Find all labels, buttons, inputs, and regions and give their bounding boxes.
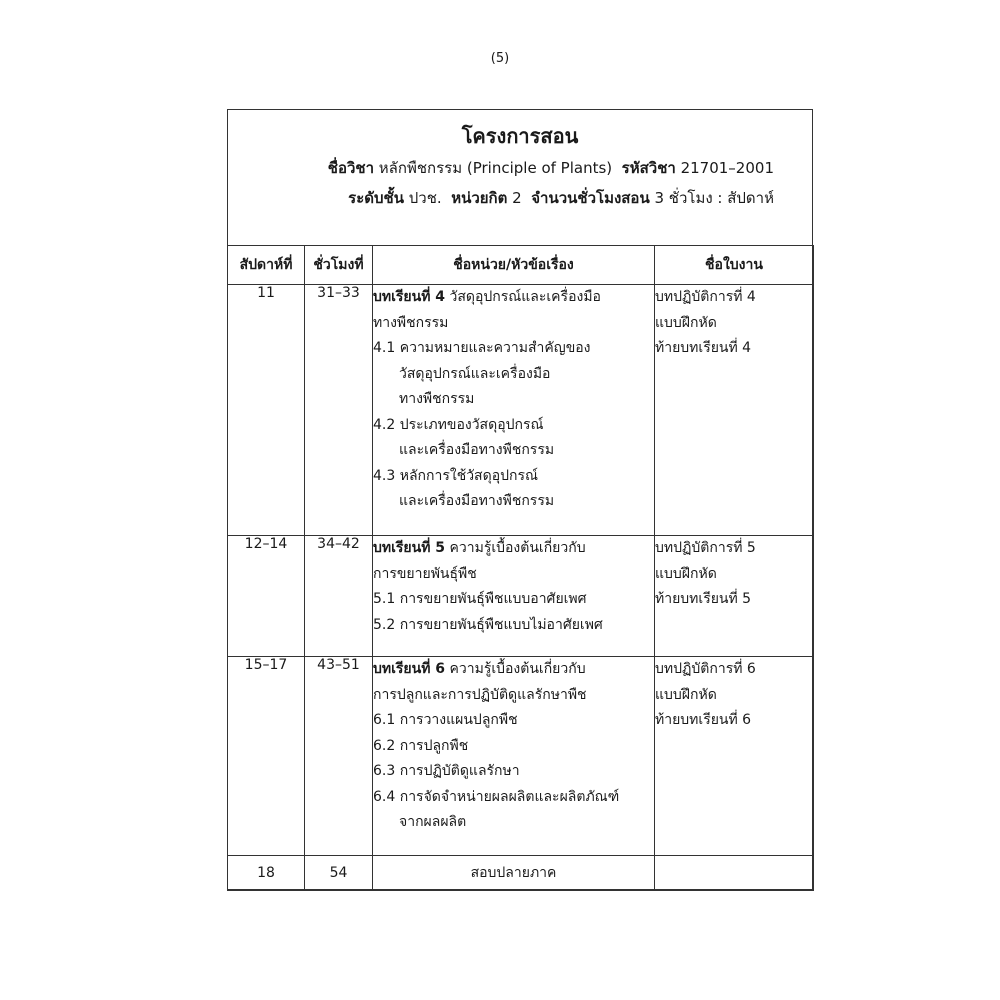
course-code-value: 21701–2001	[680, 159, 774, 177]
worksheet-line: ท้ายบทเรียนที่ 6	[655, 712, 752, 728]
header-topic: ชื่อหน่วย/หัวข้อเรื่อง	[373, 246, 655, 285]
lesson-title-cont: การขยายพันธุ์พืช	[373, 565, 477, 582]
week-cell: 12–14	[228, 536, 305, 657]
teaching-plan-frame	[227, 109, 813, 890]
plan-header	[228, 110, 812, 245]
course-level-line	[348, 186, 774, 210]
subtopic	[373, 785, 654, 836]
header-week: สัปดาห์ที่	[228, 246, 305, 285]
page-number: (5)	[490, 51, 510, 66]
course-name-label: ชื่อวิชา	[327, 159, 374, 177]
course-code-label: รหัสวิชา	[621, 159, 676, 177]
level-value: ปวช.	[408, 189, 442, 207]
lesson-title: ความรู้เบื้องต้นเกี่ยวกับ	[449, 540, 586, 556]
subtopic	[373, 413, 654, 464]
lesson-label: บทเรียนที่ 6	[373, 661, 446, 677]
subtopic-cont: และเครื่องมือทางพืชกรรม	[399, 493, 555, 509]
topic-cell	[373, 536, 655, 657]
credit-value: 2	[512, 189, 522, 207]
topic-cell	[373, 285, 655, 536]
exam-cell: สอบปลายภาค	[373, 856, 655, 891]
lesson-title-cont: การปลูกและการปฏิบัติดูแลรักษาพืช	[373, 686, 587, 703]
course-name-value: หลักพืชกรรม (Principle of Plants)	[378, 159, 613, 177]
header-hours: ชั่วโมงที่	[305, 246, 373, 285]
table-row	[228, 536, 814, 657]
credit-label: หน่วยกิต	[451, 189, 508, 207]
hours-value: 3 ชั่วโมง : สัปดาห์	[654, 189, 774, 207]
subtopic-text: 6.2 การปลูกพืช	[373, 737, 469, 754]
subtopic-text: 5.2 การขยายพันธุ์พืชแบบไม่อาศัยเพศ	[373, 616, 603, 633]
subtopic-text: 6.4 การจัดจำหน่ายผลผลิตและผลิตภัณฑ์	[373, 788, 620, 805]
lesson-title: วัสดุอุปกรณ์และเครื่องมือ	[449, 289, 601, 305]
worksheet-line: ท้ายบทเรียนที่ 5	[655, 591, 752, 607]
lesson-heading	[373, 285, 654, 311]
header-worksheet: ชื่อใบงาน	[655, 246, 814, 285]
lesson-title-cont: ทางพืชกรรม	[373, 314, 449, 331]
week-cell: 15–17	[228, 657, 305, 856]
teaching-plan-table	[227, 245, 814, 891]
lesson-label: บทเรียนที่ 4	[373, 289, 446, 305]
worksheet-cell	[655, 657, 814, 856]
worksheet-line: แบบฝึกหัด	[655, 686, 717, 703]
lesson-heading	[373, 657, 654, 683]
subtopic-text: 4.1 ความหมายและความสำคัญของ	[373, 340, 591, 356]
subtopic-text: 5.1 การขยายพันธุ์พืชแบบอาศัยเพศ	[373, 591, 587, 607]
worksheet-line: แบบฝึกหัด	[655, 565, 717, 582]
lesson-label: บทเรียนที่ 5	[373, 540, 446, 556]
subtopic-text: 6.3 การปฏิบัติดูแลรักษา	[373, 763, 520, 779]
worksheet-cell-empty	[655, 856, 814, 891]
table-row	[228, 657, 814, 856]
worksheet-line: ท้ายบทเรียนที่ 4	[655, 340, 752, 356]
subtopic	[373, 759, 654, 785]
level-label: ระดับชั้น	[348, 189, 404, 207]
hours-cell: 43–51	[305, 657, 373, 856]
subtopic-text: 4.3 หลักการใช้วัสดุอุปกรณ์	[373, 467, 538, 484]
subtopic	[373, 464, 654, 515]
document-title: โครงการสอน	[461, 124, 579, 148]
table-header-row	[228, 246, 814, 285]
hours-cell: 34–42	[305, 536, 373, 657]
hours-label: จำนวนชั่วโมงสอน	[531, 189, 650, 207]
worksheet-line: แบบฝึกหัด	[655, 314, 717, 331]
worksheet-line: บทปฏิบัติการที่ 4	[655, 289, 756, 305]
lesson-title: ความรู้เบื้องต้นเกี่ยวกับ	[449, 661, 586, 677]
hours-cell: 31–33	[305, 285, 373, 536]
subtopic	[373, 708, 654, 734]
lesson-heading	[373, 536, 654, 562]
worksheet-cell	[655, 536, 814, 657]
worksheet-line: บทปฏิบัติการที่ 6	[655, 661, 756, 677]
worksheet-cell	[655, 285, 814, 536]
topic-cell	[373, 657, 655, 856]
worksheet-line: บทปฏิบัติการที่ 5	[655, 540, 756, 556]
week-cell: 18	[228, 856, 305, 891]
hours-cell: 54	[305, 856, 373, 891]
week-cell: 11	[228, 285, 305, 536]
subtopic	[373, 587, 654, 613]
subtopic-text: 4.2 ประเภทของวัสดุอุปกรณ์	[373, 416, 544, 433]
subtopic-text: 6.1 การวางแผนปลูกพืช	[373, 712, 518, 728]
subtopic-cont: วัสดุอุปกรณ์และเครื่องมือ	[399, 365, 551, 382]
table-row	[228, 285, 814, 536]
subtopic-cont: จากผลผลิต	[399, 814, 467, 830]
subtopic	[373, 613, 654, 639]
subtopic-cont: และเครื่องมือทางพืชกรรม	[399, 442, 555, 458]
subtopic	[373, 336, 654, 413]
course-name-line	[328, 156, 774, 180]
subtopic	[373, 734, 654, 760]
subtopic-cont: ทางพืชกรรม	[399, 391, 475, 407]
table-row	[228, 856, 814, 891]
